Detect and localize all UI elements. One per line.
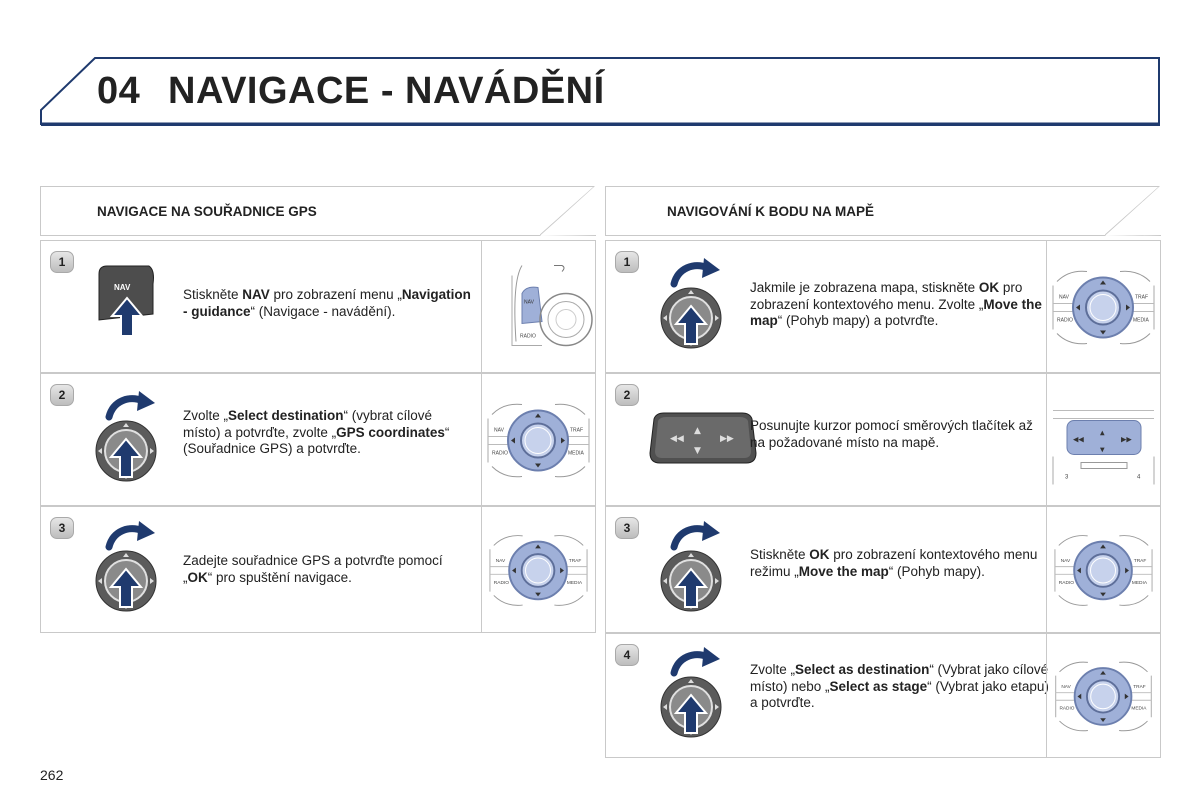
svg-text:NAV: NAV	[1061, 684, 1071, 690]
instruction-step	[605, 506, 1161, 633]
rotary-knob-icon	[660, 645, 730, 748]
svg-text:RADIO: RADIO	[1057, 317, 1073, 324]
svg-text:MEDIA: MEDIA	[1131, 580, 1148, 586]
text-run: Posunujte kurzor pomocí směrových tlačítek až na požadované místo na mapě.	[750, 418, 1033, 450]
svg-text:MEDIA: MEDIA	[1131, 706, 1147, 712]
svg-text:▶▶: ▶▶	[720, 433, 734, 444]
text-run: Stiskněte	[750, 547, 810, 562]
nav-button-icon	[97, 264, 157, 347]
text-run: pro zobrazení kontextového menu režimu „	[750, 547, 1038, 579]
bold-term: OK	[978, 280, 1000, 295]
bold-term: OK	[187, 569, 208, 585]
svg-text:3: 3	[1065, 474, 1069, 481]
instruction-step	[605, 373, 1161, 506]
page-number: 262	[40, 767, 64, 783]
section-title: NAVIGOVÁNÍ K BODU NA MAPĚ	[667, 204, 875, 219]
svg-text:MEDIA: MEDIA	[568, 450, 584, 457]
bold-term: Move the map	[750, 296, 1042, 328]
step-number-badge: 3	[50, 517, 74, 539]
step-instruction-text	[183, 287, 473, 320]
svg-text:TRAF: TRAF	[1135, 294, 1149, 301]
step-number-badge: 2	[50, 384, 74, 406]
svg-text:MEDIA: MEDIA	[1133, 317, 1149, 324]
svg-text:TRAF: TRAF	[1133, 684, 1146, 690]
text-run: Jakmile je zobrazena mapa, stiskněte	[750, 280, 979, 295]
chapter-number: 04	[97, 70, 141, 112]
svg-text:NAV: NAV	[1059, 294, 1069, 301]
svg-text:NAV: NAV	[524, 299, 534, 306]
step-instruction-text	[750, 280, 1050, 330]
text-run: Zadejte souřadnice GPS a potvrďte pomocí „	[183, 553, 443, 585]
svg-text:NAV: NAV	[1060, 558, 1071, 564]
instruction-step	[40, 240, 596, 373]
knob-panel-thumb	[481, 507, 595, 632]
step-number-badge: 1	[615, 251, 639, 273]
bold-term: Navigation - guidance	[183, 287, 471, 319]
knob-panel-thumb	[1046, 634, 1160, 757]
svg-text:RADIO: RADIO	[493, 580, 509, 586]
svg-text:RADIO: RADIO	[520, 333, 536, 340]
text-run: pro zobrazení kontextového menu. Zvolte „	[750, 280, 1023, 312]
rotary-knob-icon	[660, 519, 730, 622]
text-run: Zvolte „	[183, 408, 229, 423]
knob-panel-thumb	[1046, 241, 1160, 372]
step-number-badge: 1	[50, 251, 74, 273]
rotary-knob-icon	[95, 389, 165, 492]
text-run: Zvolte „	[750, 662, 796, 677]
step-number-badge: 4	[615, 644, 639, 666]
step-number-badge: 2	[615, 384, 639, 406]
text-run: “ (Souřadnice GPS) a potvrďte.	[183, 424, 450, 456]
svg-text:◀◀: ◀◀	[670, 433, 684, 444]
section-title: NAVIGACE NA SOUŘADNICE GPS	[97, 204, 317, 219]
svg-text:NAV: NAV	[114, 282, 131, 292]
bold-term: Select destination	[228, 408, 344, 423]
bold-term: NAV	[242, 287, 270, 302]
svg-text:MEDIA: MEDIA	[566, 580, 583, 586]
text-run: “ (Pohyb mapy).	[888, 563, 985, 579]
page-title: NAVIGACE - NAVÁDĚNÍ	[168, 70, 605, 112]
bold-term: Select as stage	[829, 678, 928, 694]
bold-term: OK	[809, 547, 830, 562]
svg-text:▲: ▲	[1100, 429, 1105, 437]
bold-term: Select as destination	[795, 662, 930, 677]
svg-text:▼: ▼	[694, 445, 701, 456]
svg-text:RADIO: RADIO	[492, 450, 508, 457]
svg-text:NAV: NAV	[494, 427, 504, 434]
text-run: “ (Navigace - navádění).	[250, 303, 396, 319]
svg-text:TRAF: TRAF	[570, 427, 584, 434]
step-instruction-text	[750, 418, 1050, 451]
text-run: Stiskněte	[183, 287, 243, 302]
instruction-step	[605, 240, 1161, 373]
bold-term: GPS coordinates	[336, 424, 445, 440]
svg-text:▶▶: ▶▶	[1121, 435, 1132, 444]
text-run: “ (Pohyb mapy) a potvrďte.	[777, 313, 939, 328]
text-run: “ pro spuštění navigace.	[207, 569, 352, 585]
svg-text:RADIO: RADIO	[1059, 706, 1075, 712]
instruction-step	[605, 633, 1161, 758]
nav-panel-thumb	[481, 241, 595, 372]
svg-text:NAV: NAV	[495, 558, 506, 564]
step-instruction-text	[750, 662, 1050, 712]
knob-panel-thumb	[481, 374, 595, 505]
arrow-panel-thumb	[1046, 374, 1160, 505]
svg-text:▼: ▼	[1100, 446, 1105, 454]
instruction-step	[40, 506, 596, 633]
header-corner-decoration	[540, 186, 596, 236]
step-instruction-text	[183, 553, 473, 586]
svg-text:TRAF: TRAF	[1133, 558, 1147, 564]
section-header	[40, 186, 596, 236]
instruction-step	[40, 373, 596, 506]
step-number-badge: 3	[615, 517, 639, 539]
svg-text:RADIO: RADIO	[1058, 580, 1074, 586]
text-run: “ (Vybrat jako cílové místo) nebo „	[750, 662, 1049, 694]
text-run: pro zobrazení menu „	[269, 287, 402, 302]
rotary-knob-icon	[660, 256, 730, 359]
rotary-knob-icon	[95, 519, 165, 622]
text-run: “ (Vybrat jako etapu) a potvrďte.	[750, 678, 1049, 710]
arrow-keys-icon	[648, 409, 758, 474]
svg-text:TRAF: TRAF	[568, 558, 582, 564]
step-instruction-text	[183, 408, 473, 458]
svg-text:4: 4	[1137, 474, 1141, 481]
svg-text:▲: ▲	[694, 425, 701, 436]
knob-panel-thumb	[1046, 507, 1160, 632]
svg-text:◀◀: ◀◀	[1073, 435, 1084, 444]
header-corner-decoration	[1105, 186, 1161, 236]
step-instruction-text	[750, 547, 1050, 580]
text-run: “ (vybrat cílové místo) a potvrďte, zvolte „	[183, 408, 433, 440]
bold-term: Move the map	[798, 563, 889, 579]
section-header	[605, 186, 1161, 236]
